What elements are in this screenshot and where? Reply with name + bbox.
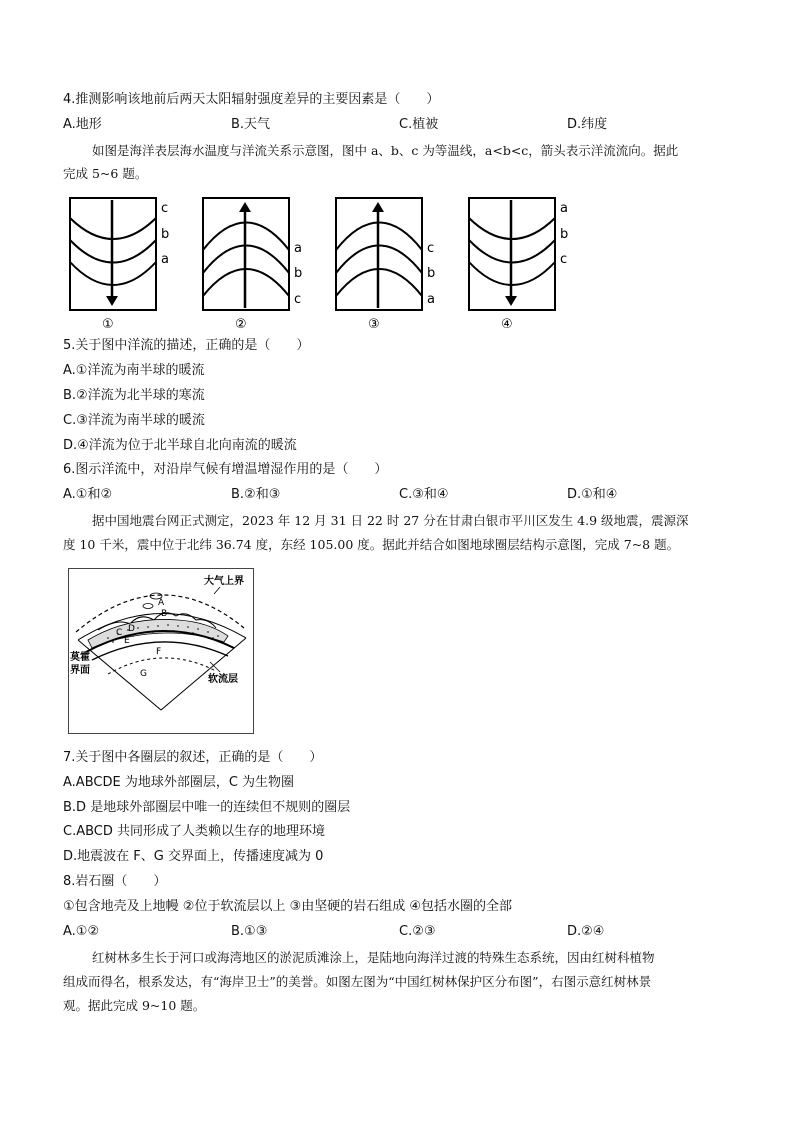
q4-option-a[interactable]: A.地形 (63, 117, 102, 132)
letter-g: G (140, 669, 147, 679)
q4-option-c[interactable]: C.植被 (399, 117, 439, 132)
label-moho-2: 界面 (70, 665, 90, 676)
panel-2-label-1: a (294, 241, 302, 256)
panel-4-label-3: c (560, 252, 568, 267)
earth-layers-figure (68, 568, 254, 734)
label-asthenosphere: 软流层 (208, 674, 238, 685)
panel-1-label-2: b (161, 227, 170, 242)
q6-option-b[interactable]: B.②和③ (231, 487, 281, 502)
intro910-line3: 观。据此完成 9~10 题。 (63, 998, 206, 1013)
q8-option-d[interactable]: D.②④ (567, 924, 605, 939)
panel-2-caption: ② (235, 317, 247, 332)
panel-2-label-2: b (294, 266, 303, 281)
panel-3 (336, 198, 435, 332)
q7-option-b[interactable]: B.D 是地球外部圈层中唯一的连续但不规则的圈层 (63, 800, 351, 815)
q4-stem: 4.推测影响该地前后两天太阳辐射强度差异的主要因素是（ ） (63, 92, 440, 107)
q8-statements: ①包含地壳及上地幔 ②位于软流层以上 ③由坚硬的岩石组成 ④包括水圈的全部 (63, 899, 513, 914)
panel-1 (70, 198, 169, 332)
intro910-line2: 组成而得名，根系发达，有“海岸卫士”的美誉。如图左图为“中国红树林保护区分布图”，右图示意红树林景 (63, 974, 652, 989)
letter-b: B (161, 609, 168, 619)
q5-option-b[interactable]: B.②洋流为北半球的寒流 (63, 388, 205, 403)
q8-stem: 8.岩石圈（ ） (63, 874, 167, 889)
ocean-current-figure (60, 190, 590, 335)
q6-option-d[interactable]: D.①和④ (567, 487, 618, 502)
q7-option-d[interactable]: D.地震波在 F、G 交界面上，传播速度减为 0 (63, 849, 324, 864)
q7-stem: 7.关于图中各圈层的叙述，正确的是（ ） (63, 750, 323, 765)
panel-4-label-2: b (560, 227, 569, 242)
q5-option-c[interactable]: C.③洋流为南半球的暖流 (63, 413, 205, 428)
letter-a: A (158, 598, 165, 608)
q4-option-d[interactable]: D.纬度 (567, 117, 608, 132)
panel-2-label-3: c (294, 292, 302, 307)
intro78-line2: 度 10 千米，震中位于北纬 36.74 度，东经 105.00 度。据此并结合如图地球圈层结构示意图，完成 7~8 题。 (63, 537, 680, 552)
panel-4-label-1: a (560, 201, 568, 216)
intro910-line1: 红树林多生长于河口或海湾地区的淤泥质滩涂上，是陆地向海洋过渡的特殊生态系统，因由红树科植物 (92, 950, 655, 965)
intro56-line2: 完成 5~6 题。 (63, 166, 148, 181)
q5-option-a[interactable]: A.①洋流为南半球的暖流 (63, 363, 205, 378)
q8-option-c[interactable]: C.②③ (399, 924, 436, 939)
intro56-line1: 如图是海洋表层海水温度与洋流关系示意图，图中 a、b、c 为等温线，a<b<c，箭头表示洋流流向。据此 (92, 143, 679, 158)
q8-option-a[interactable]: A.①② (63, 924, 100, 939)
panel-3-caption: ③ (368, 317, 380, 332)
letter-e: E (124, 636, 130, 646)
q7-option-c[interactable]: C.ABCD 共同形成了人类赖以生存的地理环境 (63, 824, 326, 839)
panel-2 (203, 198, 302, 332)
label-moho-1: 莫霍 (70, 652, 90, 663)
q6-option-c[interactable]: C.③和④ (399, 487, 449, 502)
label-upper-atmosphere: 大气上界 (204, 576, 244, 587)
panel-4-caption: ④ (501, 317, 513, 332)
letter-c: C (116, 628, 123, 638)
q7-option-a[interactable]: A.ABCDE 为地球外部圈层，C 为生物圈 (63, 775, 295, 790)
q6-stem: 6.图示洋流中，对沿岸气候有增温增湿作用的是（ ） (63, 462, 388, 477)
q5-option-d[interactable]: D.④洋流为位于北半球自北向南流的暖流 (63, 438, 297, 453)
intro78-line1: 据中国地震台网正式测定，2023 年 12 月 31 日 22 时 27 分在甘肃白银市平川区发生 4.9 级地震，震源深 (92, 513, 689, 528)
panel-1-label-1: c (161, 201, 169, 216)
q8-option-b[interactable]: B.①③ (231, 924, 268, 939)
panel-4 (469, 198, 568, 332)
panel-3-label-2: b (427, 266, 436, 281)
panel-3-label-3: a (427, 292, 435, 307)
q5-stem: 5.关于图中洋流的描述，正确的是（ ） (63, 338, 310, 353)
letter-f: F (156, 647, 162, 657)
panel-3-label-1: c (427, 241, 435, 256)
q4-option-b[interactable]: B.天气 (231, 117, 271, 132)
letter-d: D (128, 624, 135, 634)
q6-option-a[interactable]: A.①和② (63, 487, 113, 502)
panel-1-label-3: a (161, 252, 169, 267)
panel-1-caption: ① (102, 317, 114, 332)
